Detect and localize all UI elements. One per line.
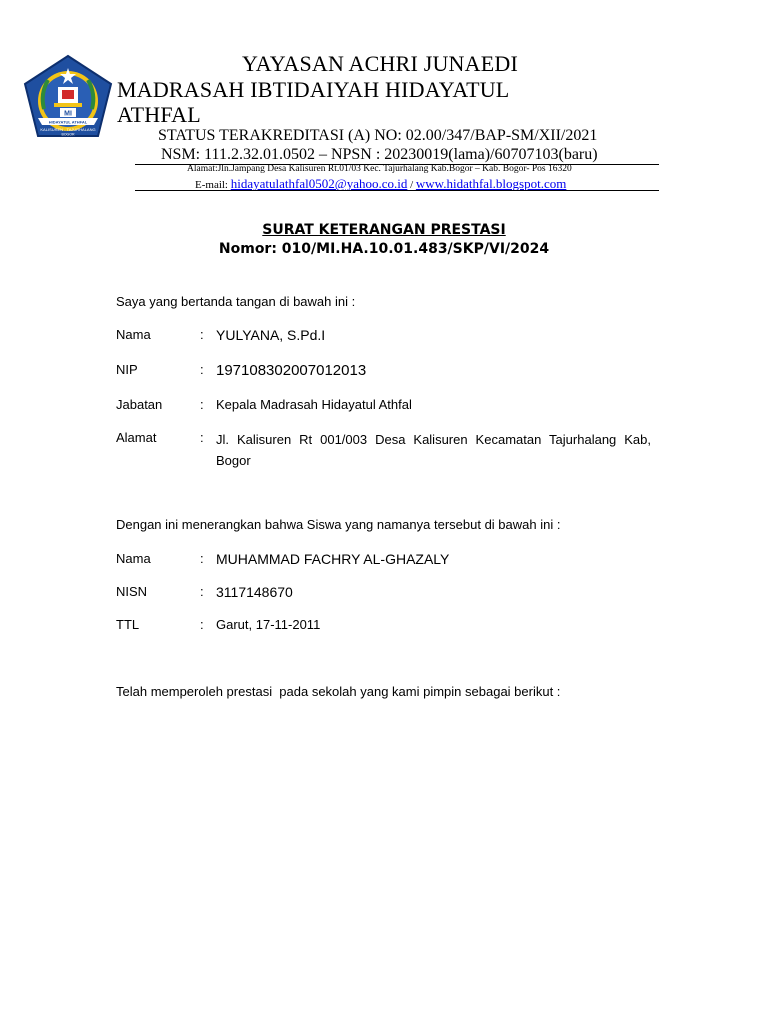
- student-nisn-label: NISN: [116, 584, 148, 599]
- student-name-value: MUHAMMAD FACHRY AL-GHAZALY: [216, 551, 450, 567]
- document-title: SURAT KETERANGAN PRESTASI: [262, 222, 506, 238]
- accreditation-status: STATUS TERAKREDITASI (A) NO: 02.00/347/BAP-SM/XII/2021: [158, 127, 598, 144]
- school-name-line2: ATHFAL: [117, 102, 201, 127]
- signatory-intro: Saya yang bertanda tangan di bawah ini :: [116, 294, 356, 309]
- nsm-npsn-line: NSM: 111.2.32.01.0502 – NPSN : 20230019(lama)/60707103(baru): [161, 146, 598, 163]
- signatory-address-value: Jl. Kalisuren Rt 001/003 Desa Kalisuren Kecamatan Tajurhalang Kab, Bogor: [216, 432, 651, 468]
- foundation-name: YAYASAN ACHRI JUNAEDI: [242, 51, 518, 76]
- colon: :: [200, 551, 204, 566]
- email-label: E-mail:: [195, 179, 228, 191]
- letterhead-rule-bottom: [135, 190, 659, 191]
- colon: :: [200, 617, 204, 632]
- student-name-label: Nama: [116, 551, 151, 566]
- website-link[interactable]: www.hidathfal.blogspot.com: [415, 176, 567, 191]
- colon: :: [200, 362, 204, 377]
- logo-badge-text: MI: [64, 110, 72, 118]
- school-emblem-icon: [22, 54, 114, 140]
- colon: :: [200, 327, 204, 342]
- logo-ribbon-text: HIDAYATUL ATHFAL: [48, 119, 88, 125]
- contact-separator: /: [410, 179, 414, 191]
- signatory-address-label: Alamat: [116, 430, 157, 445]
- signatory-position-value: Kepala Madrasah Hidayatul Athfal: [216, 397, 412, 412]
- student-ttl-value: Garut, 17-11-2011: [216, 617, 321, 632]
- logo-city-text: BOGOR: [61, 132, 75, 137]
- logo-location-text: KALISUREN - TAJURHALANG: [40, 127, 96, 132]
- signatory-name-label: Nama: [116, 327, 151, 342]
- student-intro: Dengan ini menerangkan bahwa Siswa yang namanya tersebut di bawah ini :: [116, 517, 561, 532]
- closing-statement: Telah memperoleh prestasi pada sekolah yang kami pimpin sebagai berikut :: [116, 684, 561, 699]
- email-link[interactable]: hidayatulathfal0502@yahoo.co.id: [230, 176, 408, 191]
- colon: :: [200, 397, 204, 412]
- student-ttl-label: TTL: [116, 617, 140, 632]
- signatory-nip-value: 197108302007012013: [216, 362, 367, 379]
- signatory-name-value: YULYANA, S.Pd.I: [216, 327, 326, 343]
- colon: :: [200, 584, 204, 599]
- school-address: Alamat:Jln.Jampang Desa Kalisuren Rt.01/03 Kec. Tajurhalang Kab.Bogor – Kab. Bogor- Pos 16320: [187, 164, 572, 174]
- document-number: Nomor: 010/MI.HA.10.01.483/SKP/VI/2024: [218, 241, 550, 257]
- signatory-nip-label: NIP: [116, 362, 138, 377]
- signatory-position-label: Jabatan: [116, 397, 163, 412]
- student-nisn-value: 3117148670: [216, 584, 293, 600]
- school-name-line1: MADRASAH IBTIDAIYAH HIDAYATUL: [117, 77, 510, 102]
- colon: :: [200, 430, 204, 445]
